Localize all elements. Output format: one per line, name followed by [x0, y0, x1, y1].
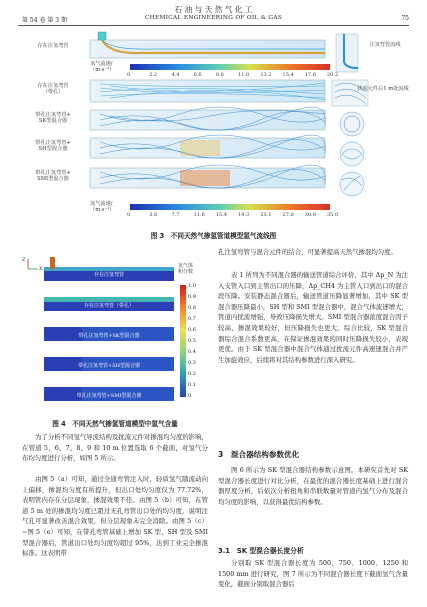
fig3-colorbar-label-2: 氢气流速/ （m·s⁻¹）	[90, 201, 115, 213]
journal-title-cn: 石 油 与 天 然 气 化 工	[174, 5, 253, 14]
section-heading-3: 3 混合器结构参数优化	[218, 450, 300, 459]
f4-legend-title: 氢气体 积分数	[178, 263, 194, 275]
tick-label: 2.2	[149, 72, 158, 78]
volume-issue: 第 54 卷 第 3 期	[22, 17, 67, 24]
left-paragraph-2: 由图 5（a）可知，通过全通弯管注入时，轻质氢气随流动向上偏移，掺混均匀度有所提升，但出口处均匀度仅为 77.72%，表明管内存在分层现象，掺混效果不佳。由图 5（b）可知，在管道 5 m 处的掺混均匀度已超过无孔弯管出口处的均匀度，说明注气孔可显著改善混合效果，但分层现象未完全消除。由图 5（c）~图 5（e）可知，在带孔弯管基础上增加 SK 型、SH 型及 SMI 型混合器后，管道出口处均匀度均超过 95%，达到工业完全掺混标准。这表明带	[22, 475, 208, 558]
tick-label: 0.8	[188, 305, 196, 311]
f4-legend-bar	[180, 285, 186, 397]
fig3-label-5: 带孔注氢弯管+ SMI型混合器	[35, 170, 71, 183]
page-number: 75	[401, 15, 409, 22]
f4-axis-z: Z	[22, 257, 26, 263]
f4-label-3: 带孔注氢弯管+SK型混合器	[78, 333, 140, 339]
figure-3	[20, 28, 410, 244]
right-paragraph-3: 图 6 所示为 SK 型混合器结构参数示意图。本研究首先对 SK 型混合器长度进行对比分析，在最优的混合器长度基础上进行混合器厚度分析，后依次分析扭角和串联数量对管道内氢气分布及混合均匀度的影响，以获得最优结构参数。	[218, 466, 408, 506]
tick-label: 15.4	[282, 72, 294, 78]
tick-label: 35.0	[327, 212, 339, 218]
fig3-legend-top: 注氢弯管流线	[369, 42, 401, 48]
fig3-label-3: 带孔注氢弯管+ SK型混合器	[35, 112, 71, 125]
left-paragraph-1: 为了分析不同氢气导流结构及扰流元件对掺混均匀度的影响，在管道 5、6、7、8、9 和 10 m 位置选取 6 个截面，对氢气分布均匀度进行分析，如图 5 所示。	[22, 433, 208, 463]
tick-label: 0.7	[188, 316, 196, 322]
tick-label: 11.6	[193, 212, 205, 218]
tick-label: 19.3	[238, 212, 250, 218]
fig3-colorbar-ticks-2	[127, 212, 339, 219]
journal-title-en: CHEMICAL ENGINEERING OF OIL & GAS	[144, 15, 283, 21]
right-paragraph-1: 孔注氢弯管与混合元件的结合，可显著提高天然气掺混均匀度。	[218, 248, 397, 256]
fig3-label-4: 带孔注氢弯管+ SH型混合器	[35, 140, 71, 153]
colorbar-1	[130, 64, 330, 70]
tick-label: 0.1	[188, 382, 196, 388]
right-paragraph-2: 表 1 所列为不同混合器的输送管道综合评价，其中 Δp_N 为注入支管入口到主管出口的压降，Δp_CH4 为主管入口到出口的混合段压降。安装静态混合器后，输送管道压降显著增加，其中 SK 型混合器压降最小，SH 型和 SMI 型混合器中，混合气体流速增大，管道内扰流增强，导致压降损失增大。SMI 型混合器浓度混合因子较高，掺混效果较好，但压降损失也更大。综合比较，SK 型混合器综合混合系数更高，在保证掺混效果的同时压降损失较小，表现更优。由于 SK 型混合器中混合气体通过扰流元件高速速混合并产生加旋效应，后续将对其结构参数进行深入研究。	[218, 271, 408, 364]
tick-label: 0.5	[188, 338, 196, 344]
tick-label: 6.6	[193, 72, 202, 78]
tick-label: 30.8	[304, 212, 316, 218]
fig3-colorbar-label-1: 氢气流速/ （m·s⁻¹）	[90, 61, 115, 73]
tick-label: 0	[188, 393, 192, 399]
tick-label: 8.8	[215, 72, 224, 78]
tick-label: 4.4	[171, 72, 180, 78]
tick-label: 7.7	[171, 212, 180, 218]
tick-label: 0.6	[188, 327, 196, 333]
tick-label: 23.1	[260, 212, 272, 218]
fig3-label-1: 存在注氢弯管	[37, 43, 69, 49]
f4-label-5: 带孔注氢弯管+SMI型混合器	[76, 393, 142, 399]
fig3-label-2: 存在注氢弯管 （带孔）	[37, 83, 69, 96]
header-divider	[18, 25, 409, 26]
right-paragraph-4: 分别取 SK 型混合器长度为 500、750、1000、1250 和 1500 mm 进行研究，图 7 所示为不同混合器长度下截面氢气含量变化，截面分别取混合器后	[218, 559, 408, 589]
tick-label: 3.8	[149, 212, 158, 218]
f4-legend-ticks	[188, 283, 208, 399]
tick-label: 1.0	[188, 283, 196, 289]
f4-label-2: 存在注氢弯管（带孔）	[83, 303, 134, 309]
f4-axis-x: X	[39, 266, 43, 272]
fig3-legend-bottom: 扰流元件后1 m处流线	[357, 86, 409, 92]
tick-label: 0	[127, 212, 131, 218]
tick-label: 0.2	[188, 371, 196, 377]
tick-label: 20.2	[327, 72, 339, 78]
tick-label: 27.0	[282, 212, 294, 218]
fig3-colorbar-ticks-1	[127, 72, 339, 79]
colorbar-2	[130, 204, 330, 210]
tick-label: 13.2	[260, 72, 272, 78]
figure-4	[22, 255, 208, 415]
tick-label: 11.0	[238, 72, 250, 78]
figure-4-caption: 图 4 不同天然气掺氢管道模型中氢气含量	[52, 420, 178, 428]
tick-label: 15.4	[215, 212, 228, 218]
f4-label-4: 带孔注氢弯管+SH型混合器	[78, 363, 140, 369]
subsection-heading-3-1: 3.1 SK 型混合器长度分析	[218, 547, 304, 555]
tick-label: 0.3	[188, 360, 196, 366]
tick-label: 0.9	[188, 294, 196, 300]
figure-3-caption: 图 3 不同天然气掺氢管道模型氢气流线图	[150, 232, 277, 240]
tick-label: 17.6	[304, 72, 316, 78]
tick-label: 0	[127, 72, 131, 78]
f4-label-1: 存在注氢弯管	[93, 272, 124, 278]
figure-3-streamlines	[20, 28, 410, 234]
tick-label: 0.4	[188, 349, 196, 355]
